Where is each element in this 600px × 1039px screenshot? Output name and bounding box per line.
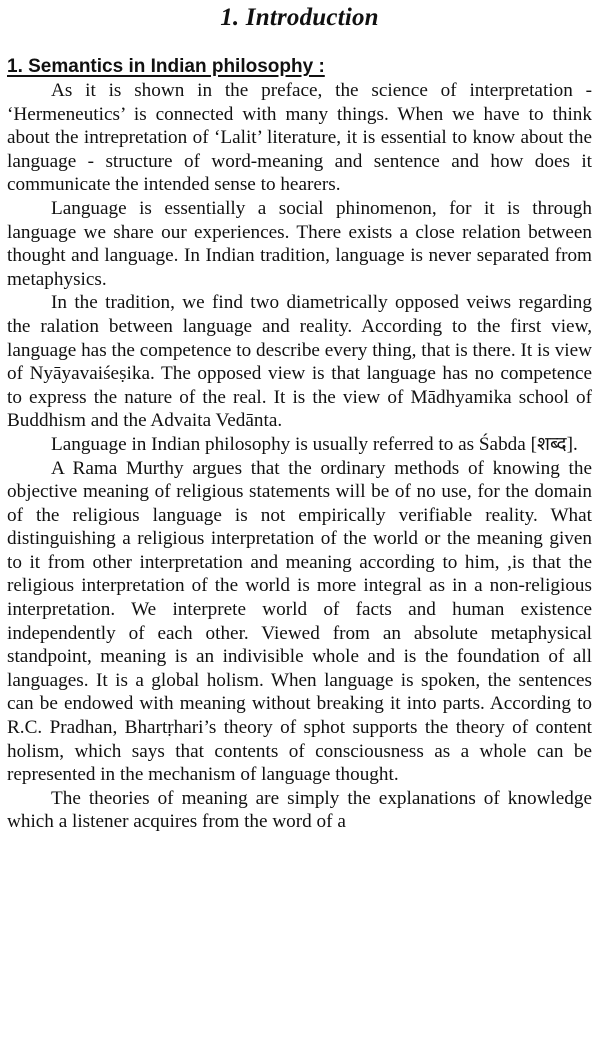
paragraph-sabda: Language in Indian philosophy is usually referred to as Śabda [शब्द]. [51,433,578,455]
paragraph-social-phenomenon: Language is essentially a social phinomenon, for it is through language we share our experiences. There exists a close relation between thought and language. In Indian tradition, language is never separated from metaphysics. [7,197,592,290]
chapter-title: 1. Introduction [220,4,379,31]
paragraph-opposed-views: In the tradition, we find two diametrically opposed veiws regarding the ralation between language and reality. According to the first view, language has the competence to describe every thing, that is there. It is view of Nyāyavaiśeṣika. The opposed view is that language has no competence to express the nature of the real. It is the view of Mādhyamika school of Buddhism and the Advaita Vedānta. [7,292,592,432]
paragraph-hermeneutics: As it is shown in the preface, the science of interpretation - ‘Hermeneutics’ is connected with many things. When we have to think about the intrepretation of ‘Lalit’ literature, it is essential to know about the language - structure of word-meaning and sentence and how does it communicate the intended sense to hearers. [7,80,592,196]
paragraph-theories-of-meaning: The theories of meaning are simply the explanations of knowledge which a listener acquires from the word of a [7,787,592,833]
section-heading: 1. Semantics in Indian philosophy : [7,56,325,77]
paragraph-rama-murthy: A Rama Murthy argues that the ordinary methods of knowing the objective meaning of religious statements will be of no use, for the domain of the religious language is not empirically verifiable reality. What distinguishing a religious interpretation of the world or the meaning given to it from other interpretation and meaning according to him, ,is that the religious interpretation of the world is more integral as in a non-religious interpretation. We interprete world of facts and human existence independently of each other. Viewed from an absolute metaphysical standpoint, meaning is an indivisible whole and is the foundation of all languages. It is a global holism. When language is spoken, the sentences can be endowed with meaning without breaking it into parts. According to R.C. Pradhan, Bhartṛhari’s theory of sphot supports the theory of content holism, which says that contents of consciousness as a whole can be represented in the mechanism of language thought. [7,457,592,786]
